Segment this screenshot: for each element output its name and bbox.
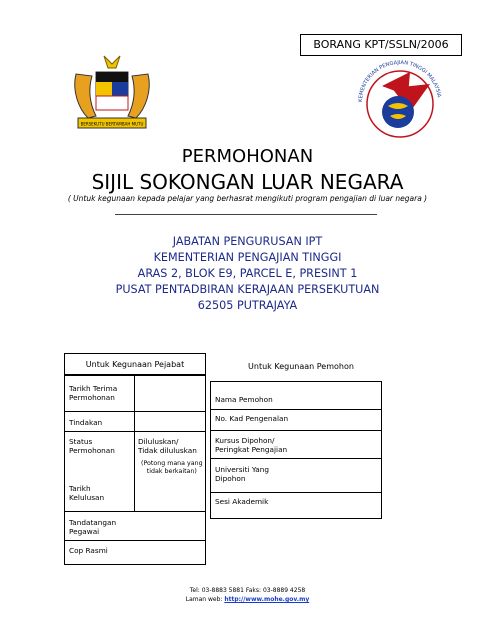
footer-contact: Tel: 03-8883 5881 Faks: 03-8889 4258 (189, 587, 306, 594)
row-divider (65, 431, 205, 432)
row-divider (211, 458, 381, 459)
address-block (0, 234, 495, 314)
office-use-heading: Untuk Kegunaan Pejabat (64, 353, 206, 375)
label-no-kad-pengenalan: No. Kad Pengenalan (215, 414, 289, 423)
label-tarikh-terima: Tarikh Terima Permohonan (69, 384, 118, 402)
footer (0, 586, 495, 604)
svg-text:KEMENTERIAN PENGAJIAN TINGGI M: KEMENTERIAN PENGAJIAN TINGGI MALAYSIA (357, 59, 442, 103)
address-line: ARAS 2, BLOK E9, PARCEL E, PRESINT 1 (137, 267, 358, 280)
subtitle: ( Untuk kegunaan kepada pelajar yang berhasrat mengikuti program pengajian di luar negara ) (67, 194, 428, 203)
label-cop-rasmi: Cop Rasmi (69, 546, 108, 555)
applicant-use-table (210, 381, 382, 519)
address-line: JABATAN PENGURUSAN IPT (172, 235, 323, 248)
row-divider (211, 409, 381, 410)
status-options: Diluluskan/ Tidak diluluskan (138, 437, 197, 455)
label-nama-pemohon: Nama Pemohon (215, 395, 273, 404)
row-divider (65, 540, 205, 541)
office-use-table (64, 375, 206, 565)
ministry-logo (352, 54, 448, 150)
label-tandatangan-pegawai: Tandatangan Pegawai (69, 518, 117, 536)
label-universiti-dipohon: Universiti Yang Dipohon (215, 465, 270, 483)
coat-of-arms-logo (62, 54, 162, 132)
form-code: BORANG KPT/SSLN/2006 (300, 34, 462, 56)
footer-web: Laman web: http://www.mohe.gov.my (185, 596, 310, 603)
label-tindakan: Tindakan (69, 418, 103, 427)
label-status-permohonan: Status Permohonan (69, 437, 115, 455)
row-divider (65, 411, 205, 412)
website-link[interactable]: http://www.mohe.gov.my (224, 596, 310, 603)
title-line-1: PERMOHONAN (181, 146, 314, 167)
row-divider (211, 492, 381, 493)
address-line: 62505 PUTRAJAYA (197, 299, 298, 312)
label-sesi-akademik: Sesi Akademik (215, 497, 269, 506)
column-divider (134, 376, 135, 511)
row-divider (65, 511, 205, 512)
row-divider (211, 430, 381, 431)
divider (115, 214, 377, 215)
applicant-use-heading: Untuk Kegunaan Pemohon (248, 362, 354, 371)
svg-text:BERSEKUTU BERTAMBAH MUTU: BERSEKUTU BERTAMBAH MUTU (80, 121, 144, 127)
title-line-2: SIJIL SOKONGAN LUAR NEGARA (91, 170, 404, 194)
label-tarikh-kelulusan: Tarikh Kelulusan (69, 484, 105, 502)
address-line: PUSAT PENTADBIRAN KERAJAAN PERSEKUTUAN (115, 283, 380, 296)
address-line: KEMENTERIAN PENGAJIAN TINGGI (153, 251, 342, 264)
status-note: (Potong mana yang tidak berkaitan) (141, 460, 203, 475)
label-kursus-dipohon: Kursus Dipohon/ Peringkat Pengajian (215, 436, 288, 454)
